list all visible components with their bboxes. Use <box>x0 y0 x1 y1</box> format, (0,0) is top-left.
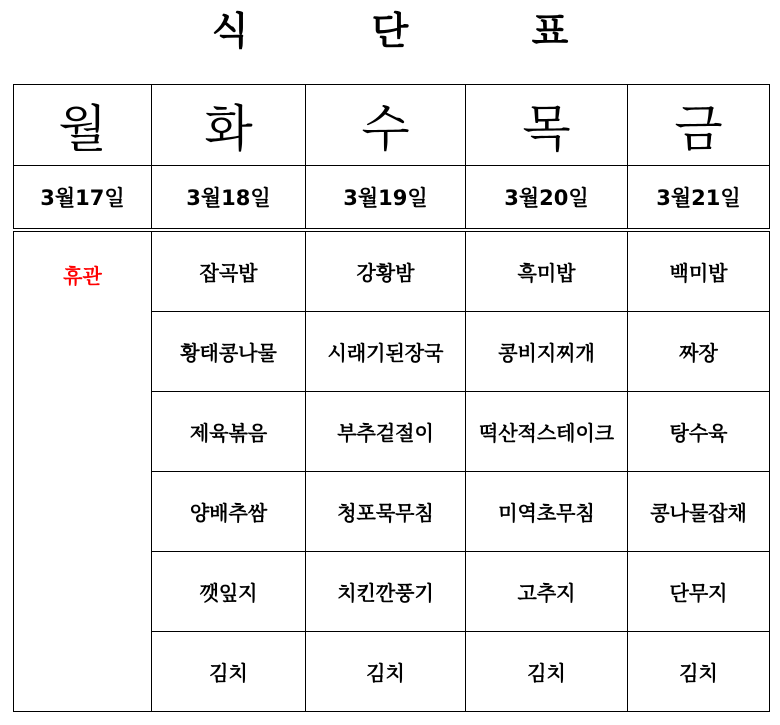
weekday-wednesday: 수 <box>306 85 466 166</box>
meal-cell: 탕수육 <box>628 392 770 472</box>
date-thursday: 3월20일 <box>466 166 628 231</box>
closed-label: 휴관 <box>63 264 102 288</box>
meal-row <box>14 230 770 312</box>
meal-cell: 양배추쌈 <box>152 472 306 552</box>
weekday-header-row <box>14 85 770 166</box>
menu-table <box>13 84 770 712</box>
meal-cell: 김치 <box>306 632 466 712</box>
weekday-friday: 금 <box>628 85 770 166</box>
meal-cell: 제육볶음 <box>152 392 306 472</box>
meal-cell: 깻잎지 <box>152 552 306 632</box>
meal-cell: 청포묵무침 <box>306 472 466 552</box>
meal-cell: 강황밤 <box>306 230 466 312</box>
meal-cell: 단무지 <box>628 552 770 632</box>
meal-cell: 떡산적스테이크 <box>466 392 628 472</box>
date-tuesday: 3월18일 <box>152 166 306 231</box>
meal-cell: 콩나물잡채 <box>628 472 770 552</box>
meal-cell: 흑미밥 <box>466 230 628 312</box>
meal-cell: 콩비지찌개 <box>466 312 628 392</box>
meal-cell: 치킨깐풍기 <box>306 552 466 632</box>
date-monday: 3월17일 <box>14 166 152 231</box>
monday-closed-cell <box>14 230 152 712</box>
meal-cell: 미역초무침 <box>466 472 628 552</box>
meal-cell: 짜장 <box>628 312 770 392</box>
meal-cell: 고추지 <box>466 552 628 632</box>
meal-cell: 백미밥 <box>628 230 770 312</box>
meal-cell: 시래기된장국 <box>306 312 466 392</box>
meal-cell: 김치 <box>628 632 770 712</box>
meal-cell: 김치 <box>152 632 306 712</box>
date-friday: 3월21일 <box>628 166 770 231</box>
date-header-row <box>14 166 770 231</box>
weekday-thursday: 목 <box>466 85 628 166</box>
meal-cell: 김치 <box>466 632 628 712</box>
meal-cell: 잡곡밥 <box>152 230 306 312</box>
weekday-monday: 월 <box>14 85 152 166</box>
meal-cell: 황태콩나물 <box>152 312 306 392</box>
weekday-tuesday: 화 <box>152 85 306 166</box>
meal-cell: 부추겉절이 <box>306 392 466 472</box>
date-wednesday: 3월19일 <box>306 166 466 231</box>
page-title: 식 단 표 <box>211 9 624 53</box>
